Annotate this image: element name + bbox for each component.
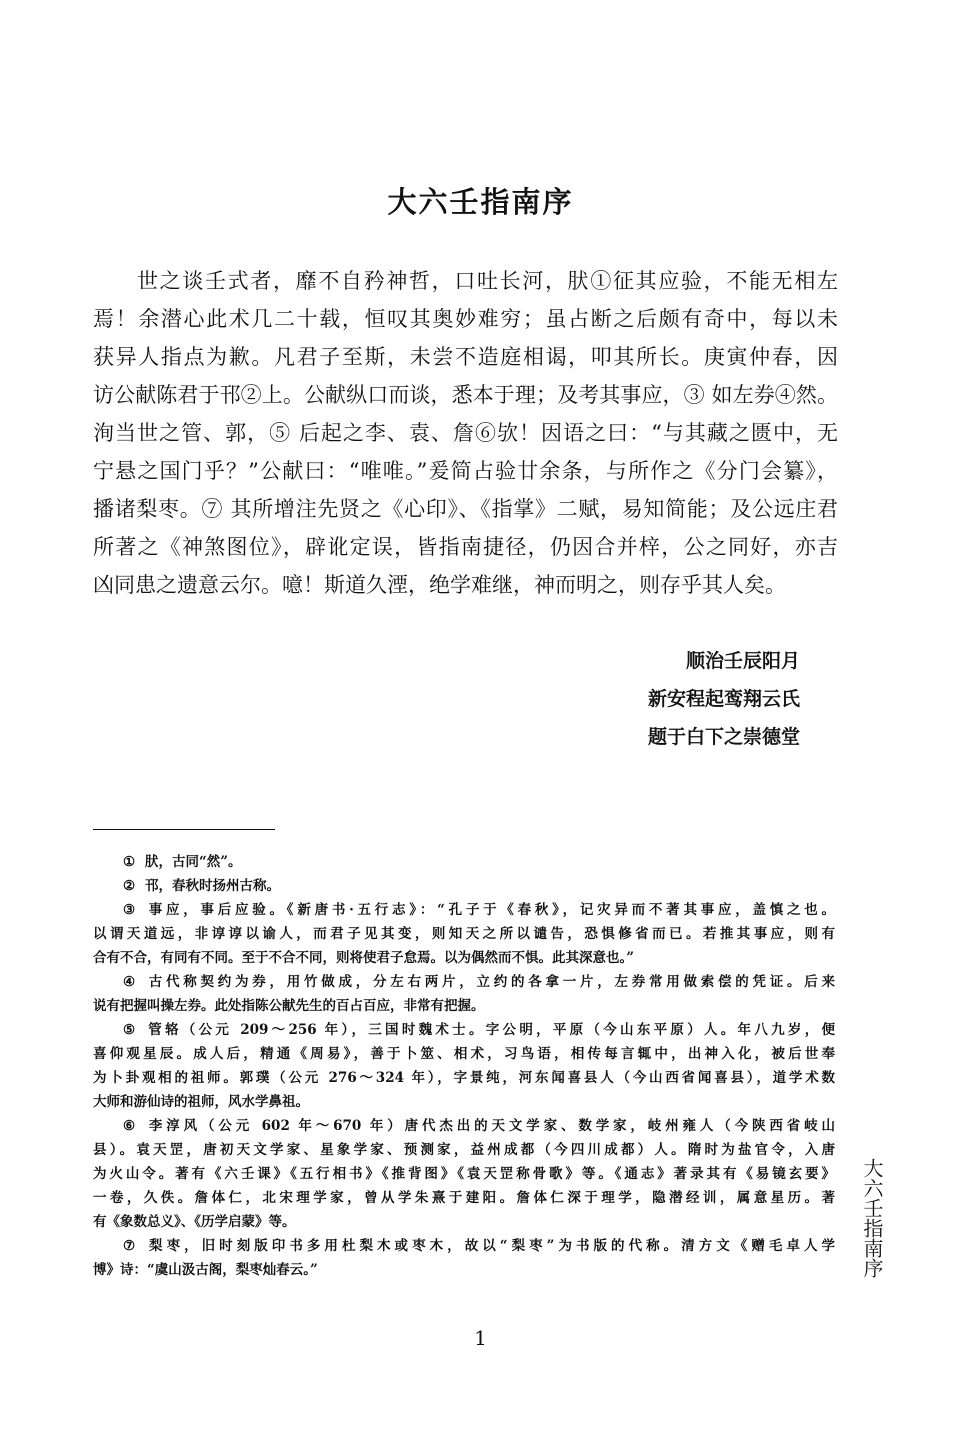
page-title: 大六壬指南序 bbox=[387, 185, 574, 219]
footnote-text: 县）。袁天罡，唐初天文学家、星象学家、预测家，益州成都（今四川成都）人。隋时为盐官令，入唐 bbox=[93, 1142, 835, 1158]
footnote bbox=[93, 970, 835, 1018]
footnote-divider bbox=[93, 829, 275, 830]
footnote-number: ⑥ bbox=[123, 1118, 136, 1134]
footnote bbox=[93, 898, 835, 970]
footnote-number: ⑦ bbox=[123, 1238, 136, 1254]
preface-body bbox=[93, 262, 838, 604]
footnote bbox=[93, 850, 835, 874]
signature-author: 新安程起鸾翔云氏 bbox=[647, 688, 800, 710]
page-number: 1 bbox=[474, 1326, 487, 1350]
footnote-text: 为火山令。著有《六壬课》《五行相书》《推背图》《袁天罡称骨歌》等。《通志》著录其有《易镜玄要》 bbox=[93, 1166, 835, 1182]
footnote-number: ④ bbox=[123, 974, 136, 990]
signature-date: 顺治壬辰阳月 bbox=[685, 650, 800, 672]
body-line: 世之谈壬式者，靡不自矜神哲，口吐长河，肰①征其应验，不能无相左 bbox=[137, 269, 838, 293]
footnote-text: 古代称契约为券，用竹做成，分左右两片，立约的各拿一片，左券常用做索偿的凭证。后来 bbox=[145, 974, 835, 990]
footnote-text: 博》诗：“虞山汲古阁，梨枣灿春云。” bbox=[93, 1262, 318, 1278]
footnote-number: ③ bbox=[123, 902, 136, 918]
body-line: 宁悬之国门乎？”公献曰：“唯唯。”爰简占验廿余条，与所作之《分门会纂》， bbox=[93, 459, 838, 483]
footnote-text: 大师和游仙诗的祖师，风水学鼻祖。 bbox=[93, 1094, 309, 1110]
footnote bbox=[93, 874, 835, 898]
footnote-text: 以谓天道远，非谆谆以谕人，而君子见其变，则知天之所以谴告，恐惧修省而已。若推其事应，则有 bbox=[93, 926, 835, 942]
body-line: 凶同患之遗意云尔。噫！斯道久湮，绝学难继，神而明之，则存乎其人矣。 bbox=[93, 573, 786, 597]
footnote-text: 一卷，久佚。詹体仁，北宋理学家，曾从学朱熹于建阳。詹体仁深于理学，隐潜经训，属意星历。著 bbox=[93, 1190, 835, 1206]
footnote-text: 事应，事后应验。《新唐书·五行志》：“孔子于《春秋》，记灾异而不著其事应，盖慎之也。 bbox=[145, 902, 835, 918]
footnote-text: 有《象数总义》、《历学启蒙》等。 bbox=[93, 1214, 296, 1230]
chapter-side-tab: 大六壬指南序 bbox=[860, 1158, 884, 1278]
footnote bbox=[93, 1018, 835, 1114]
body-line: 所著之《神煞图位》，辟讹定误，皆指南捷径，仍因合并梓，公之同好，亦吉 bbox=[93, 535, 838, 559]
body-line: 洵当世之管、郭，⑤ 后起之李、袁、詹⑥欤！因语之曰：“与其藏之匮中，无 bbox=[93, 421, 838, 445]
footnote-number: ⑤ bbox=[123, 1022, 136, 1038]
footnote-text: 说有把握叫操左券。此处指陈公献先生的百占百应，非常有把握。 bbox=[93, 998, 485, 1014]
footnote-number: ① bbox=[123, 854, 136, 870]
footnotes bbox=[93, 850, 835, 1282]
footnote-text: 管辂（公元 209～256 年），三国时魏术士。字公明，平原（今山东平原）人。年八九岁，便 bbox=[145, 1022, 835, 1038]
footnote bbox=[93, 1114, 835, 1234]
body-line: 访公献陈君于邗②上。公献纵口而谈，悉本于理；及考其事应，③ 如左券④然。 bbox=[93, 383, 838, 407]
body-line: 获异人指点为歉。凡君子至斯，未尝不造庭相谒，叩其所长。庚寅仲春，因 bbox=[93, 345, 838, 369]
footnote-number: ② bbox=[123, 878, 136, 894]
footnote bbox=[93, 1234, 835, 1282]
footnote-text: 李淳风（公元 602 年～670 年）唐代杰出的天文学家、数学家，岐州雍人（今陕西省岐山 bbox=[145, 1118, 835, 1134]
footnote-text: 邗，春秋时扬州古称。 bbox=[145, 878, 280, 894]
footnote-text: 合有不合，有同有不同。至于不合不同，则将使君子怠焉。以为偶然而不惧。此其深意也。” bbox=[93, 950, 635, 966]
footnote-text: 喜仰观星辰。成人后，精通《周易》，善于卜筮、相术，习鸟语，相传每言辄中，出神入化，被后世奉 bbox=[93, 1046, 835, 1062]
signature-place: 题于白下之崇德堂 bbox=[647, 726, 800, 748]
footnote-text: 肰，古同“然”。 bbox=[145, 854, 242, 870]
body-line: 播诸梨枣。⑦ 其所增注先贤之《心印》、《指掌》二赋，易知简能；及公远庄君 bbox=[93, 497, 838, 521]
footnote-text: 梨枣，旧时刻版印书多用杜梨木或枣木，故以“梨枣”为书版的代称。清方文《赠毛卓人学 bbox=[145, 1238, 835, 1254]
footnote-text: 为卜卦观相的祖师。郭璞（公元 276～324 年），字景纯，河东闻喜县人（今山西省闻喜县），道学术数 bbox=[93, 1070, 835, 1086]
signature-block bbox=[600, 642, 800, 756]
body-line: 焉！余潜心此术几二十载，恒叹其奥妙难穷；虽占断之后颇有奇中，每以未 bbox=[93, 307, 838, 331]
